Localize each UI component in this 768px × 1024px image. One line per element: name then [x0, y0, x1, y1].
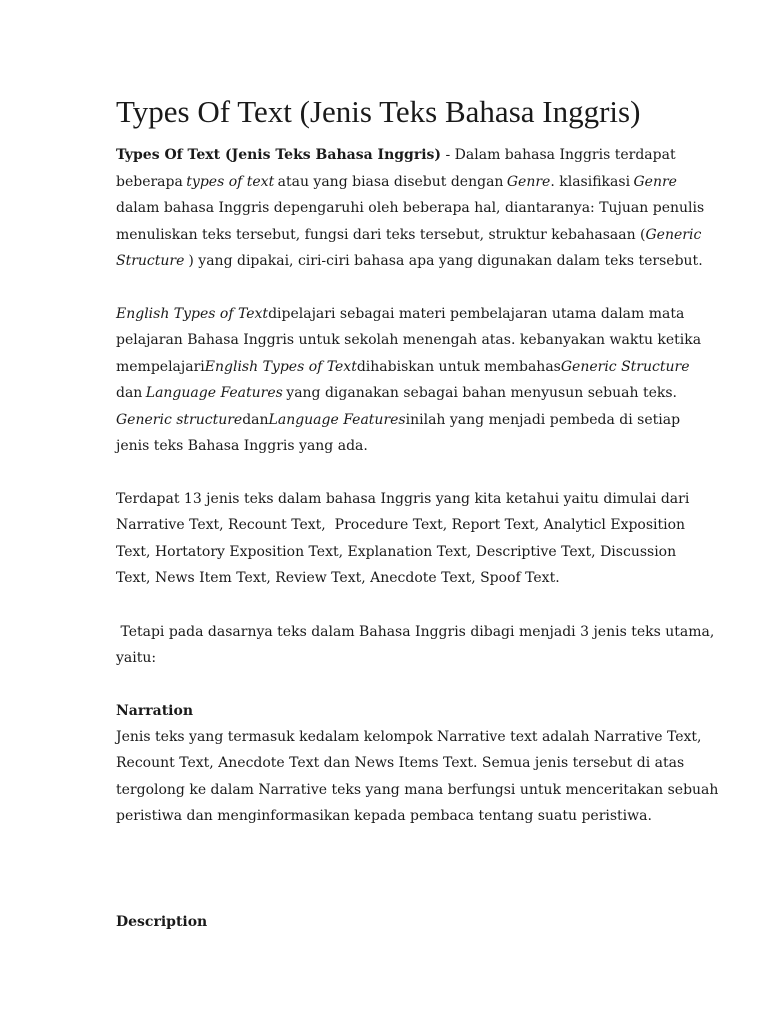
- p2-line-6: jenis teks Bahasa Inggris yang ada.: [116, 438, 368, 454]
- p3-line-1: Terdapat 13 jenis teks dalam bahasa Inggris yang kita ketahui yaitu dimulai dari: [116, 491, 690, 507]
- p2-line-3: mempelajari English Types of Text dihabiskan untuk membahas Generic Structure: [116, 359, 690, 375]
- p4-line-1: Tetapi pada dasarnya teks dalam Bahasa Inggris dibagi menjadi 3 jenis teks utama,: [116, 624, 715, 640]
- p1-line-3: dalam bahasa Inggris depengaruhi oleh beberapa hal, diantaranya: Tujuan penulis: [116, 200, 705, 216]
- p1-line-2: beberapa types of text atau yang biasa disebut dengan Genre. klasifikasi Genre: [116, 174, 677, 190]
- narration-line-3: tergolong ke dalam Narrative teks yang mana berfungsi untuk menceritakan sebuah: [116, 782, 719, 798]
- p2-line-5: Generic structure dan Language Features inilah yang menjadi pembeda di setiap: [116, 412, 681, 428]
- p3-line-4: Text, News Item Text, Review Text, Anecdote Text, Spoof Text.: [116, 570, 560, 586]
- description-heading: Description: [116, 914, 208, 930]
- p1-line-5: Structure ) yang dipakai, ciri-ciri bahasa apa yang digunakan dalam teks tersebut.: [116, 253, 703, 269]
- narration-heading: Narration: [116, 703, 193, 719]
- p4-line-2: yaitu:: [116, 650, 157, 666]
- p2-line-1: English Types of Text dipelajari sebagai materi pembelajaran utama dalam mata: [116, 306, 685, 322]
- p1-line-4: menuliskan teks tersebut, fungsi dari teks tersebut, struktur kebahasaan ( Generic: [116, 227, 702, 243]
- p3-line-3: Text, Hortatory Exposition Text, Explanation Text, Descriptive Text, Discussion: [116, 544, 677, 560]
- page-title: Types Of Text (Jenis Teks Bahasa Inggris): [116, 94, 641, 129]
- p3-line-2: Narrative Text, Recount Text, Procedure Text, Report Text, Analyticl Exposition: [116, 517, 686, 533]
- p2-line-4: dan Language Features yang diganakan sebagai bahan menyusun sebuah teks.: [116, 385, 677, 401]
- bold-lead: Types Of Text (Jenis Teks Bahasa Inggris): [116, 147, 442, 163]
- narration-line-2: Recount Text, Anecdote Text dan News Items Text. Semua jenis tersebut di atas: [116, 755, 685, 771]
- narration-line-1: Jenis teks yang termasuk kedalam kelompok Narrative text adalah Narrative Text,: [116, 729, 702, 745]
- narration-line-4: peristiwa dan menginformasikan kepada pembaca tentang suatu peristiwa.: [116, 808, 652, 824]
- p2-line-2: pelajaran Bahasa Inggris untuk sekolah menengah atas. kebanyakan waktu ketika: [116, 332, 702, 348]
- p1-line-1: Types Of Text (Jenis Teks Bahasa Inggris) - Dalam bahasa Inggris terdapat: [116, 147, 676, 163]
